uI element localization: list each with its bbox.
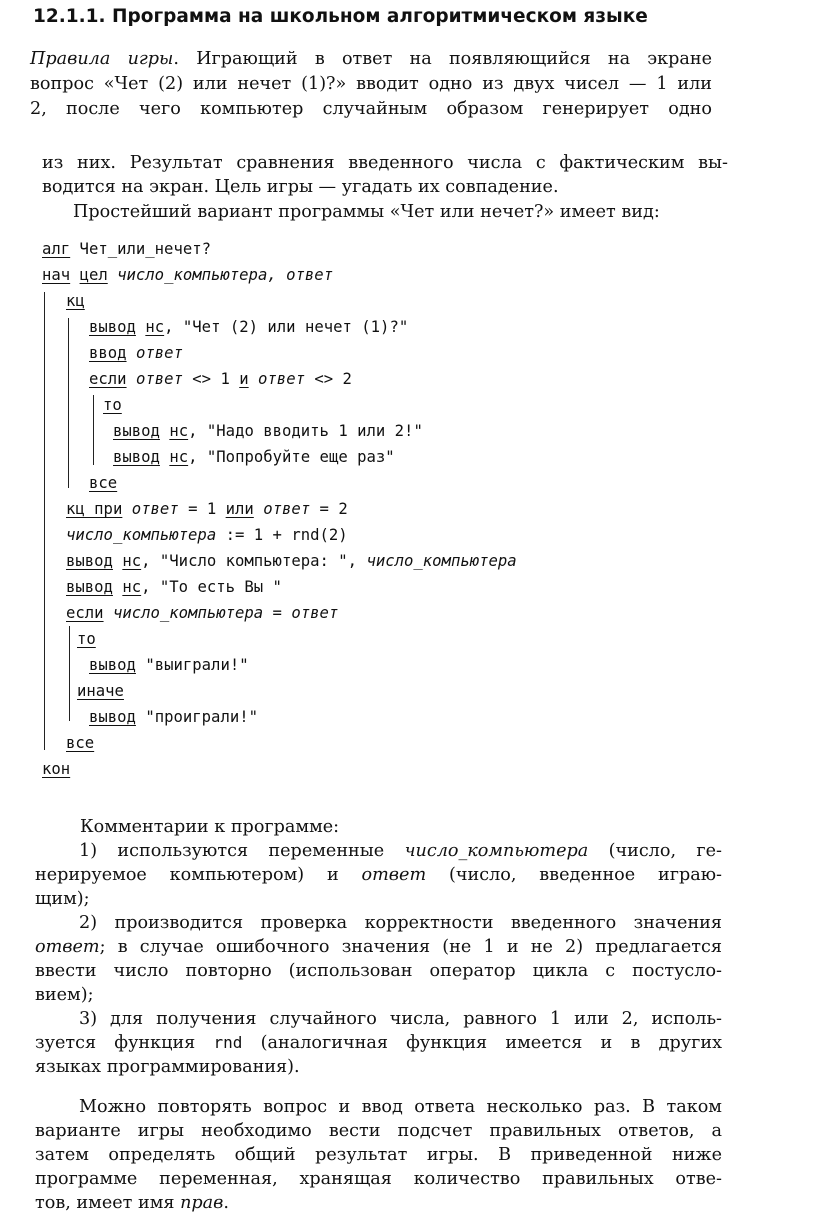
code-line-nach: нач цел число_компьютера, ответ [42, 266, 334, 284]
code-line-if-result: если число_компьютера = ответ [66, 604, 339, 622]
code-line-show-comp: вывод нс, "Число компьютера: ", число_компьютера [66, 552, 517, 570]
block-bar-loop [68, 318, 69, 488]
block-bar-if [69, 626, 70, 721]
comment-1-line-2: нерируемое компьютером) и ответ (число, введенное играю- [35, 865, 722, 885]
comments-title: Комментарии к программе: [80, 817, 340, 837]
intro-line-6: Простейший вариант программы «Чет или нечет?» имеет вид: [73, 202, 660, 222]
code-line-then-2: то [77, 630, 96, 648]
comment-1-line-1: 1) используются переменные число_компьютера (число, ге- [79, 841, 722, 861]
comment-3-line-3: языках программирования). [35, 1057, 300, 1077]
code-line-end-if-1: все [89, 474, 118, 492]
code-line-else: иначе [77, 682, 124, 700]
code-line-to-est: вывод нс, "То есть Вы " [66, 578, 282, 596]
comment-1-line-3: щим); [35, 889, 90, 909]
code-line-kon: кон [42, 760, 71, 778]
code-line-then-1: то [103, 396, 122, 414]
code-line-lose: вывод "проиграли!" [89, 708, 259, 726]
closing-line-2: варианте игры необходимо вести подсчет правильных ответов, а [35, 1121, 722, 1141]
code-line-prompt: вывод нс, "Чет (2) или нечет (1)?" [89, 318, 409, 336]
comment-2-line-2: ответ; в случае ошибочного значения (не 1 и не 2) предлагается [35, 937, 722, 957]
code-line-end-if-2: все [66, 734, 95, 752]
intro-line-4: из них. Результат сравнения введенного числа с фактическим вы- [42, 153, 728, 173]
code-line-if-check: если ответ <> 1 и ответ <> 2 [89, 370, 352, 388]
code-line-input: ввод ответ [89, 344, 183, 362]
closing-line-1: Можно повторять вопрос и ввод ответа несколько раз. В таком [79, 1097, 722, 1117]
comment-2-line-4: вием); [35, 985, 94, 1005]
block-bar-then [93, 395, 94, 465]
comment-2-line-1: 2) производится проверка корректности введенного значения [79, 913, 722, 933]
intro-line-3: 2, после чего компьютер случайным образом генерирует одно [30, 99, 712, 119]
comment-2-line-3: ввести число повторно (использован оператор цикла с постусло- [35, 961, 722, 981]
closing-line-5: тов, имеет имя прав. [35, 1193, 230, 1213]
block-bar-body [44, 292, 45, 750]
code-line-loop-cond: кц при ответ = 1 или ответ = 2 [66, 500, 348, 518]
intro-line-2: вопрос «Чет (2) или нечет (1)?» вводит одно из двух чисел — 1 или [30, 74, 712, 94]
code-line-msg-1: вывод нс, "Надо вводить 1 или 2!" [113, 422, 423, 440]
code-line-kc: кц [66, 292, 85, 310]
code-line-msg-2: вывод нс, "Попробуйте еще раз" [113, 448, 395, 466]
code-line-assign: число_компьютера := 1 + rnd(2) [66, 526, 348, 544]
code-line-win: вывод "выиграли!" [89, 656, 249, 674]
rules-label: Правила игры [30, 49, 174, 69]
intro-line-1: Правила игры. Играющий в ответ на появляющийся на экране [30, 49, 713, 69]
comment-3-line-1: 3) для получения случайного числа, равного 1 или 2, исполь- [79, 1009, 722, 1029]
section-heading: 12.1.1. Программа на школьном алгоритмическом языке [33, 6, 648, 27]
closing-line-4: программе переменная, хранящая количество правильных отве- [35, 1169, 722, 1189]
code-line-alg: алг Чет_или_нечет? [42, 240, 211, 258]
intro-line-5: водится на экран. Цель игры — угадать их совпадение. [42, 177, 559, 197]
comment-3-line-2: зуется функция rnd (аналогичная функция имеется и в других [35, 1033, 722, 1053]
closing-line-3: затем определять общий результат игры. В приведенной ниже [35, 1145, 722, 1165]
